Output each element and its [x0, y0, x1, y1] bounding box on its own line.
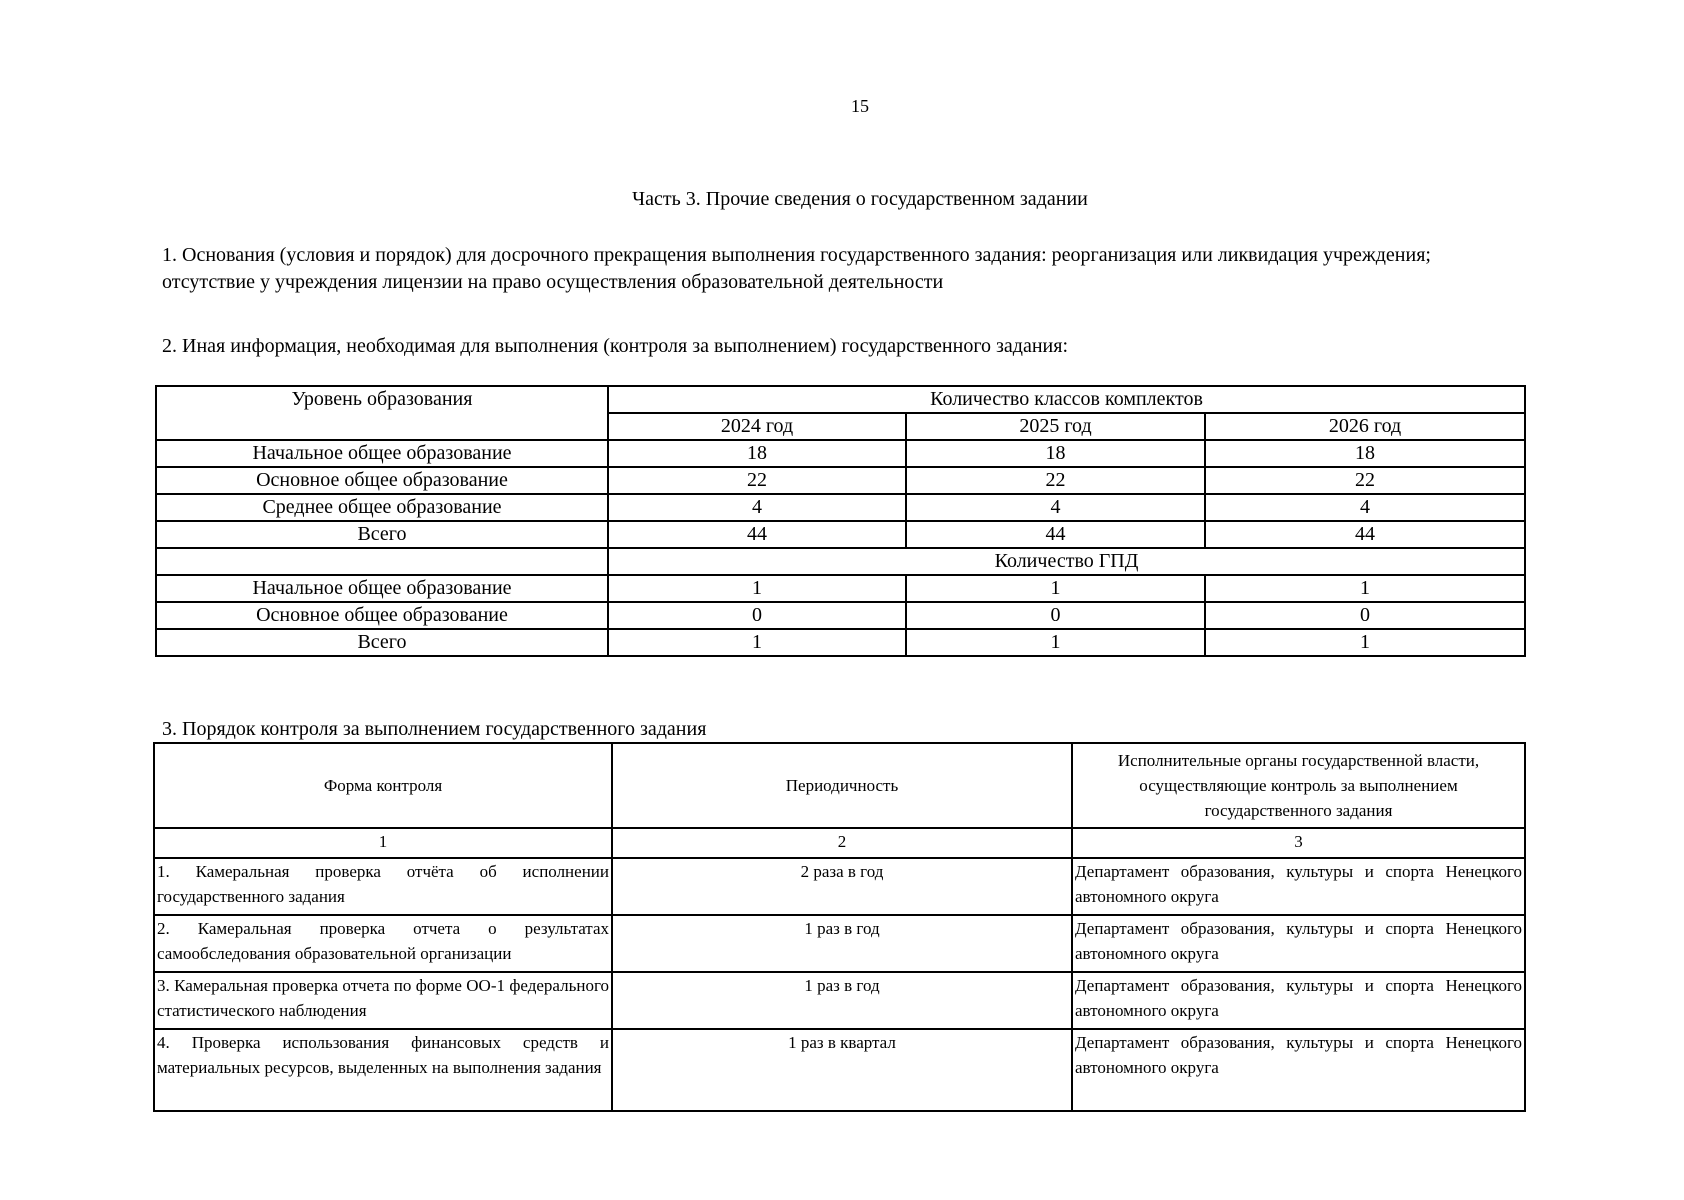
cell-value: 1 — [906, 629, 1205, 656]
column-header: Периодичность — [612, 743, 1072, 828]
empty-cell — [156, 548, 608, 575]
row-label: Всего — [156, 629, 608, 656]
table-row — [156, 575, 1525, 602]
classes-header: Количество классов комплектов — [608, 386, 1525, 413]
control-form: 3. Камеральная проверка отчета по форме ОО-1 федерального статистического наблюдения — [154, 972, 612, 1029]
control-periodicity: 2 раза в год — [612, 858, 1072, 915]
cell-value: 22 — [1205, 467, 1525, 494]
table-row — [156, 548, 1525, 575]
section-2-text: 2. Иная информация, необходимая для выполнения (контроля за выполнением) государственного задания: — [162, 335, 1069, 357]
year-header: 2025 год — [906, 413, 1205, 440]
control-periodicity: 1 раз в квартал — [612, 1029, 1072, 1111]
control-periodicity: 1 раз в год — [612, 972, 1072, 1029]
cell-value: 4 — [906, 494, 1205, 521]
column-number: 2 — [612, 828, 1072, 858]
part-title: Часть 3. Прочие сведения о государственном задании — [632, 188, 1088, 210]
column-number: 3 — [1072, 828, 1525, 858]
column-number: 1 — [154, 828, 612, 858]
cell-value: 18 — [906, 440, 1205, 467]
table-row — [156, 521, 1525, 548]
control-authority: Департамент образования, культуры и спорта Ненецкого автономного округа — [1072, 972, 1525, 1029]
table-row — [156, 440, 1525, 467]
gpd-header: Количество ГПД — [608, 548, 1525, 575]
row-label: Начальное общее образование — [156, 440, 608, 467]
control-form: 1. Камеральная проверка отчёта об исполнении государственного задания — [154, 858, 612, 915]
cell-value: 1 — [1205, 629, 1525, 656]
control-periodicity: 1 раз в год — [612, 915, 1072, 972]
row-label: Основное общее образование — [156, 467, 608, 494]
section-1-text: 1. Основания (условия и порядок) для досрочного прекращения выполнения государственного задания: реорганизация или ликвидация учреждения; отсутствие у учреждения лицензии на право осуществления образовательной деятельности — [162, 244, 1431, 293]
table-row — [154, 828, 1525, 858]
cell-value: 44 — [1205, 521, 1525, 548]
cell-value: 18 — [608, 440, 906, 467]
cell-value: 44 — [608, 521, 906, 548]
section-3-text: 3. Порядок контроля за выполнением государственного задания — [162, 718, 707, 740]
cell-value: 1 — [608, 575, 906, 602]
table-row — [156, 386, 1525, 413]
cell-value: 0 — [608, 602, 906, 629]
control-authority: Департамент образования, культуры и спорта Ненецкого автономного округа — [1072, 858, 1525, 915]
column-header — [1072, 743, 1525, 828]
level-header: Уровень образования — [156, 386, 608, 440]
cell-value: 0 — [906, 602, 1205, 629]
cell-value: 18 — [1205, 440, 1525, 467]
control-form: 2. Камеральная проверка отчета о результатах самообследования образовательной организации — [154, 915, 612, 972]
row-label: Начальное общее образование — [156, 575, 608, 602]
table-row — [156, 467, 1525, 494]
column-header: Форма контроля — [154, 743, 612, 828]
authority-header-text: Исполнительные органы государственной власти, осуществляющие контроль за выполнением государственного задания — [1117, 751, 1480, 820]
cell-value: 44 — [906, 521, 1205, 548]
cell-value: 1 — [1205, 575, 1525, 602]
year-header: 2024 год — [608, 413, 906, 440]
cell-value: 22 — [608, 467, 906, 494]
cell-value: 1 — [906, 575, 1205, 602]
row-label: Основное общее образование — [156, 602, 608, 629]
cell-value: 1 — [608, 629, 906, 656]
cell-value: 4 — [608, 494, 906, 521]
page-number: 15 — [851, 96, 869, 116]
table-row — [156, 629, 1525, 656]
control-authority: Департамент образования, культуры и спорта Ненецкого автономного округа — [1072, 915, 1525, 972]
table-row — [154, 915, 1525, 972]
control-authority: Департамент образования, культуры и спорта Ненецкого автономного округа — [1072, 1029, 1525, 1111]
table-row — [154, 1029, 1525, 1111]
cell-value: 22 — [906, 467, 1205, 494]
row-label: Всего — [156, 521, 608, 548]
control-procedure-table — [153, 742, 1526, 1112]
table-row — [156, 494, 1525, 521]
cell-value: 0 — [1205, 602, 1525, 629]
table-row — [156, 602, 1525, 629]
class-sets-table — [155, 385, 1526, 657]
row-label: Среднее общее образование — [156, 494, 608, 521]
table-row — [154, 858, 1525, 915]
cell-value: 4 — [1205, 494, 1525, 521]
table-row — [154, 743, 1525, 828]
table-row — [154, 972, 1525, 1029]
year-header: 2026 год — [1205, 413, 1525, 440]
control-form: 4. Проверка использования финансовых средств и материальных ресурсов, выделенных на выполнения задания — [154, 1029, 612, 1111]
